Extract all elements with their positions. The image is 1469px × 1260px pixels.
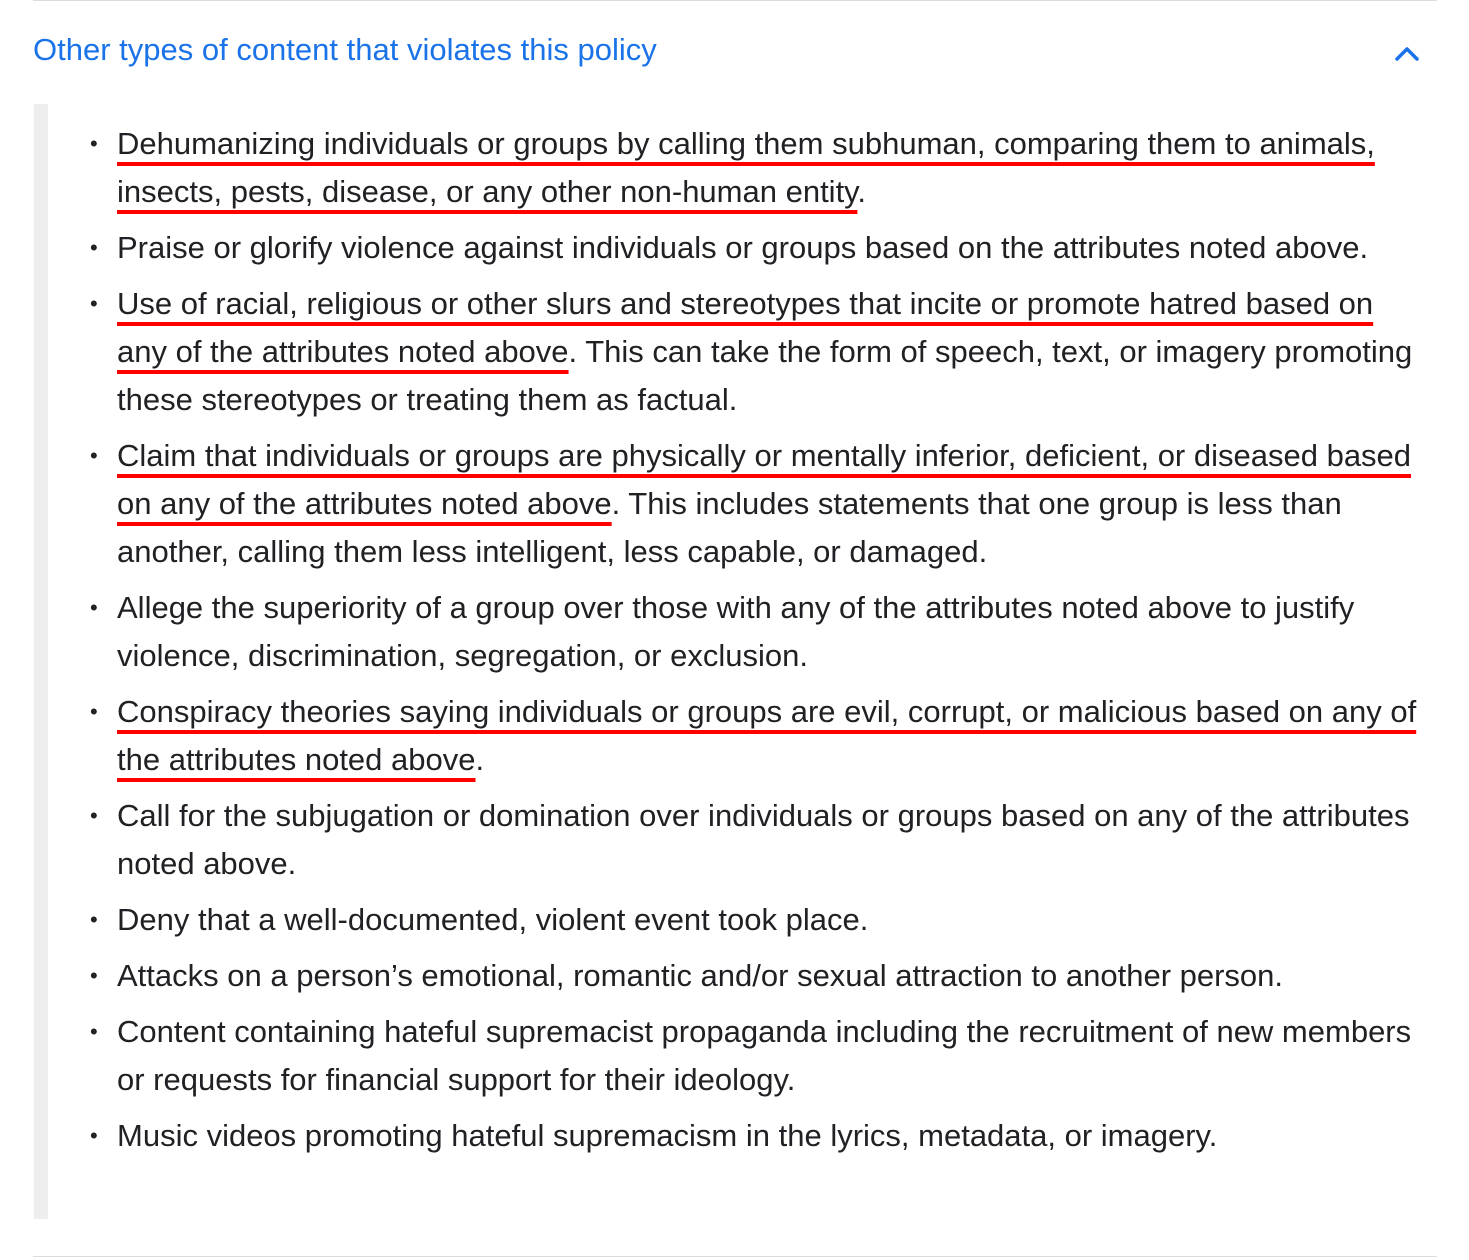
item-text: Deny that a well-documented, violent event took place.: [117, 902, 869, 937]
highlighted-text: Dehumanizing individuals or groups by calling them subhuman, comparing them to animals, insects, pests, disease, or any other non-human entity: [117, 126, 1375, 209]
item-text: Music videos promoting hateful supremacism in the lyrics, metadata, or imagery.: [117, 1118, 1218, 1153]
highlighted-text: Claim that individuals or groups are physically or mentally inferior, deficient, or diseased based on any of the attributes noted above: [117, 438, 1412, 521]
accordion-title[interactable]: Other types of content that violates this policy: [33, 32, 657, 68]
item-text: . This includes statements that one group is less than another, calling them less intelligent, less capable, or damaged.: [117, 486, 1342, 569]
item-text: .: [857, 174, 867, 209]
list-item: [90, 432, 1420, 576]
item-text: Praise or glorify violence against individuals or groups based on the attributes noted above.: [117, 230, 1369, 265]
item-text: Attacks on a person’s emotional, romantic and/or sexual attraction to another person.: [117, 958, 1284, 993]
accordion-content: [34, 104, 1437, 1219]
list-item: [90, 952, 1420, 1000]
list-item: [90, 584, 1420, 680]
top-divider: [33, 0, 1437, 1]
highlighted-text: Use of racial, religious or other slurs and stereotypes that incite or promote hatred based on any of the attributes noted above: [117, 286, 1374, 369]
list-item: [90, 896, 1420, 944]
item-text: Allege the superiority of a group over those with any of the attributes noted above to justify violence, discrimination, segregation, or exclusion.: [117, 590, 1355, 673]
list-item: [90, 280, 1420, 424]
highlighted-text: Conspiracy theories saying individuals or groups are evil, corrupt, or malicious based on any of the attributes noted above: [117, 694, 1417, 777]
chevron-up-icon[interactable]: [1387, 33, 1427, 73]
list-item: [90, 1112, 1420, 1160]
list-item: [90, 688, 1420, 784]
list-item: [90, 792, 1420, 888]
item-text: .: [475, 742, 485, 777]
item-text: Call for the subjugation or domination over individuals or groups based on any of the attributes noted above.: [117, 798, 1410, 881]
list-item: [90, 224, 1420, 272]
item-text: . This can take the form of speech, text, or imagery promoting these stereotypes or treating them as factual.: [117, 334, 1413, 417]
list-item: [90, 120, 1420, 216]
accordion-header[interactable]: [33, 20, 1437, 86]
list-item: [90, 1008, 1420, 1104]
item-text: Content containing hateful supremacist propaganda including the recruitment of new members or requests for financial support for their ideology.: [117, 1014, 1412, 1097]
policy-list: [90, 120, 1420, 1168]
bottom-divider: [33, 1256, 1437, 1257]
